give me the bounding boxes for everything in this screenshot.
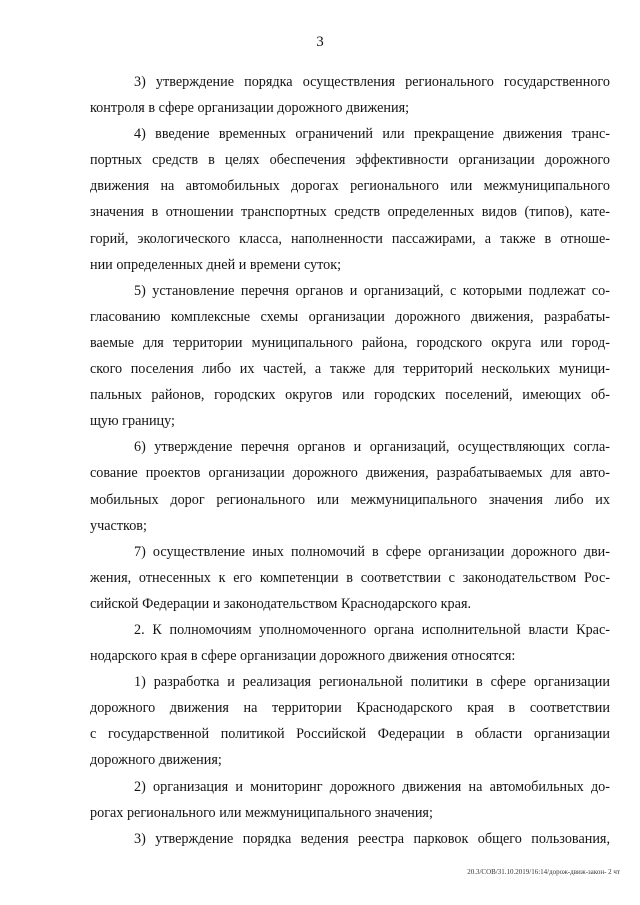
text-line: 1) разработка и реализация региональной политики в сфере организации: [134, 674, 610, 691]
text-line: 4) введение временных ограничений или прекращение движения транс-: [134, 126, 610, 143]
page-number: 3: [316, 34, 324, 50]
text-line: щую границу;: [90, 413, 176, 430]
text-line: дорожного движения на территории Краснодарского края в соответствии: [90, 700, 610, 717]
text-line: горий, экологического класса, наполненности пассажирами, а также в отноше-: [90, 230, 610, 247]
text-line: мобильных дорог регионального или межмуниципального значения либо их: [90, 491, 610, 508]
document-body: [90, 69, 610, 852]
text-line: сийской Федерации и законодательством Краснодарского края.: [90, 595, 472, 612]
text-line: 2. К полномочиям уполномоченного органа исполнительной власти Крас-: [134, 621, 610, 638]
text-line: нии определенных дней и времени суток;: [90, 256, 342, 273]
text-line: гласованию комплексные схемы организации дорожного движения, разрабаты-: [90, 308, 610, 325]
text-line: рогах регионального или межмуниципального значения;: [90, 804, 433, 821]
text-line: движения на автомобильных дорогах регионального или межмуниципального: [90, 178, 610, 195]
text-line: 2) организация и мониторинг дорожного движения на автомобильных до-: [134, 778, 610, 795]
text-line: ского поселения либо их частей, а также для территорий нескольких муници-: [90, 361, 610, 378]
text-line: ваемые для территории муниципального района, городского округа или город-: [90, 334, 610, 351]
text-line: контроля в сфере организации дорожного движения;: [90, 100, 410, 117]
footer-reference: 20.3/СОВ/31.10.2019/16:14/дорож-движ-закон- 2 чт: [467, 868, 620, 876]
text-line: портных средств в целях обеспечения эффективности организации дорожного: [90, 152, 610, 169]
text-line: 5) установление перечня органов и организаций, с которыми подлежат со-: [134, 282, 610, 299]
text-line: нодарского края в сфере организации дорожного движения относятся:: [90, 648, 516, 665]
text-line: участков;: [90, 517, 147, 534]
text-line: 6) утверждение перечня органов и организаций, осуществляющих согла-: [134, 439, 610, 456]
text-line: сование проектов организации дорожного движения, разрабатываемых для авто-: [90, 465, 610, 482]
text-line: значения в отношении транспортных средств определенных видов (типов), кате-: [90, 204, 610, 221]
text-line: пальных районов, городских округов или городских поселений, имеющих об-: [90, 387, 610, 404]
text-line: жения, отнесенных к его компетенции в соответствии с законодательством Рос-: [90, 569, 610, 586]
text-line: 3) утверждение порядка осуществления регионального государственного: [134, 74, 610, 90]
text-line: с государственной политикой Российской Федерации в области организации: [90, 726, 610, 743]
text-line: 3) утверждение порядка ведения реестра парковок общего пользования,: [134, 830, 610, 847]
text-line: 7) осуществление иных полномочий в сфере организации дорожного дви-: [134, 543, 610, 560]
text-line: дорожного движения;: [90, 752, 222, 769]
